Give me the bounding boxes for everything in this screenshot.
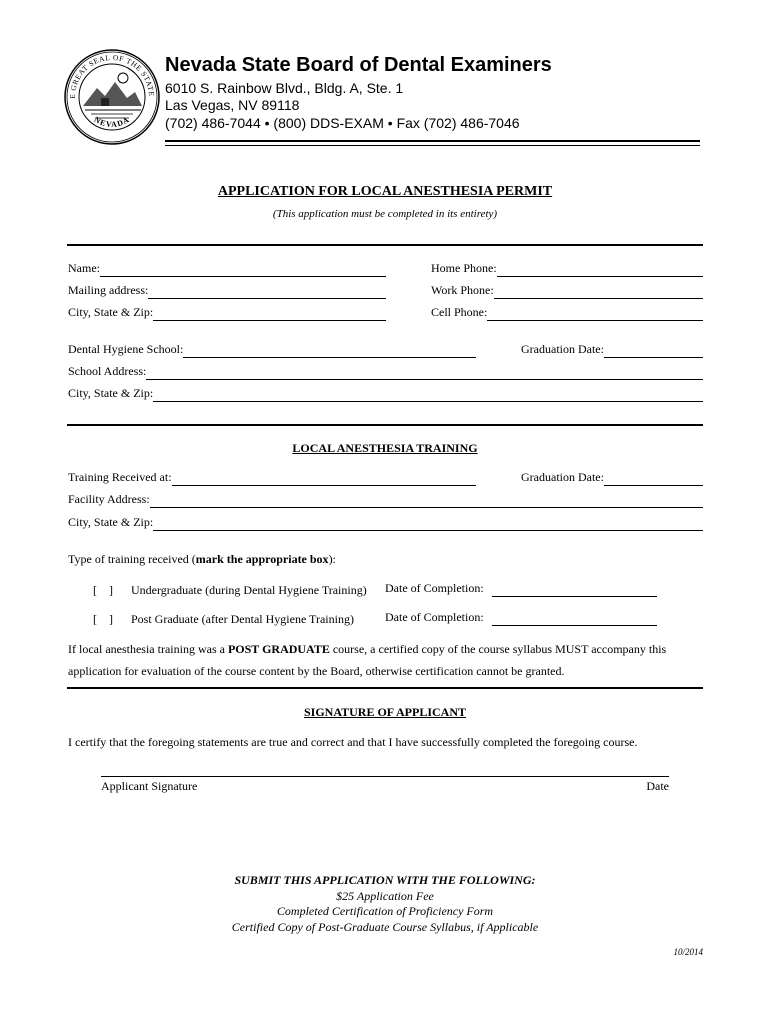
dental-hygiene-school-field[interactable] bbox=[68, 342, 476, 358]
section-divider-3 bbox=[67, 687, 703, 689]
training-received-label: Training Received at: bbox=[68, 470, 172, 484]
submit-item-fee: $25 Application Fee bbox=[336, 889, 434, 903]
note-prefix: If local anesthesia training was a bbox=[68, 642, 228, 656]
applicant-signature-label: Applicant Signature bbox=[101, 779, 198, 793]
section-divider-2 bbox=[67, 424, 703, 426]
home-phone-field[interactable] bbox=[431, 261, 703, 277]
org-contact: (702) 486-7044 • (800) DDS-EXAM • Fax (702) 486-7046 bbox=[165, 115, 520, 131]
form-title: APPLICATION FOR LOCAL ANESTHESIA PERMIT bbox=[217, 184, 553, 199]
svg-text:THE GREAT SEAL OF THE STATE OF: E GREAT SEAL OF THE STATE bbox=[67, 52, 157, 99]
training-type-bold: mark the appropriate box bbox=[195, 552, 329, 566]
org-address-line2: Las Vegas, NV 89118 bbox=[165, 97, 300, 113]
city-state-zip-field[interactable] bbox=[68, 305, 386, 321]
facility-city-state-zip-label: City, State & Zip: bbox=[68, 515, 154, 529]
header-divider bbox=[165, 140, 700, 142]
school-city-state-zip-field[interactable] bbox=[68, 386, 703, 402]
header-divider-thin bbox=[165, 145, 700, 146]
cell-phone-label: Cell Phone: bbox=[431, 305, 488, 319]
training-type-prompt bbox=[68, 552, 336, 567]
work-phone-label: Work Phone: bbox=[431, 283, 494, 297]
undergraduate-completion-date-field[interactable] bbox=[385, 581, 657, 597]
undergraduate-completion-label: Date of Completion: bbox=[385, 581, 484, 595]
form-subtitle: (This application must be completed in its entirety) bbox=[272, 208, 498, 220]
training-received-field[interactable] bbox=[68, 470, 476, 486]
school-address-field[interactable] bbox=[68, 364, 703, 380]
graduation-date-field[interactable] bbox=[521, 342, 703, 358]
dental-hygiene-school-label: Dental Hygiene School: bbox=[68, 342, 184, 356]
facility-address-field[interactable] bbox=[68, 492, 703, 508]
graduation-date-label: Graduation Date: bbox=[521, 342, 604, 356]
submit-heading: SUBMIT THIS APPLICATION WITH THE FOLLOWING: bbox=[234, 873, 536, 887]
school-city-state-zip-label: City, State & Zip: bbox=[68, 386, 154, 400]
home-phone-label: Home Phone: bbox=[431, 261, 497, 275]
section-divider-1 bbox=[67, 244, 703, 246]
certification-statement: I certify that the foregoing statements are true and correct and that I have successfully completed the foregoing course. bbox=[68, 735, 638, 749]
org-address-line1: 6010 S. Rainbow Blvd., Bldg. A, Ste. 1 bbox=[165, 80, 404, 96]
postgraduate-checkbox[interactable]: [ ] bbox=[93, 612, 113, 626]
state-seal bbox=[63, 48, 161, 146]
name-field[interactable] bbox=[68, 261, 386, 277]
undergraduate-option-label: Undergraduate (during Dental Hygiene Training) bbox=[131, 583, 367, 597]
note-rest: course, a certified copy of the course syllabus MUST accompany this bbox=[329, 642, 667, 656]
cell-phone-field[interactable] bbox=[431, 305, 703, 321]
training-graduation-date-field[interactable] bbox=[521, 470, 703, 486]
facility-city-state-zip-field[interactable] bbox=[68, 515, 703, 531]
training-heading: LOCAL ANESTHESIA TRAINING bbox=[292, 441, 478, 455]
mailing-address-field[interactable] bbox=[68, 283, 386, 299]
undergraduate-checkbox[interactable]: [ ] bbox=[93, 583, 113, 597]
signature-date-label: Date bbox=[646, 779, 669, 793]
training-type-prefix: Type of training received ( bbox=[68, 552, 196, 566]
mailing-address-label: Mailing address: bbox=[68, 283, 149, 297]
postgraduate-completion-label: Date of Completion: bbox=[385, 610, 484, 624]
training-type-suffix: ): bbox=[328, 552, 336, 566]
note-bold: POST GRADUATE bbox=[227, 642, 330, 656]
revision-date: 10/2014 bbox=[673, 947, 703, 957]
postgraduate-option-label: Post Graduate (after Dental Hygiene Training) bbox=[131, 612, 354, 626]
facility-address-label: Facility Address: bbox=[68, 492, 150, 506]
svg-text:NEVADA: NEVADA bbox=[92, 114, 132, 130]
postgraduate-completion-date-field[interactable] bbox=[385, 610, 657, 626]
org-name: Nevada State Board of Dental Examiners bbox=[165, 54, 552, 76]
training-graduation-date-label: Graduation Date: bbox=[521, 470, 604, 484]
submit-item-proficiency: Completed Certification of Proficiency Form bbox=[276, 904, 494, 918]
work-phone-field[interactable] bbox=[431, 283, 703, 299]
city-state-zip-label: City, State & Zip: bbox=[68, 305, 154, 319]
post-graduate-note-line1 bbox=[68, 642, 666, 657]
signature-line[interactable] bbox=[101, 776, 669, 777]
submit-item-syllabus: Certified Copy of Post-Graduate Course Syllabus, if Applicable bbox=[231, 920, 539, 934]
signature-heading: SIGNATURE OF APPLICANT bbox=[303, 705, 467, 719]
school-address-label: School Address: bbox=[68, 364, 147, 378]
post-graduate-note-line2: application for evaluation of the course content by the Board, otherwise certification cannot be granted. bbox=[68, 664, 565, 678]
name-label: Name: bbox=[68, 261, 100, 275]
